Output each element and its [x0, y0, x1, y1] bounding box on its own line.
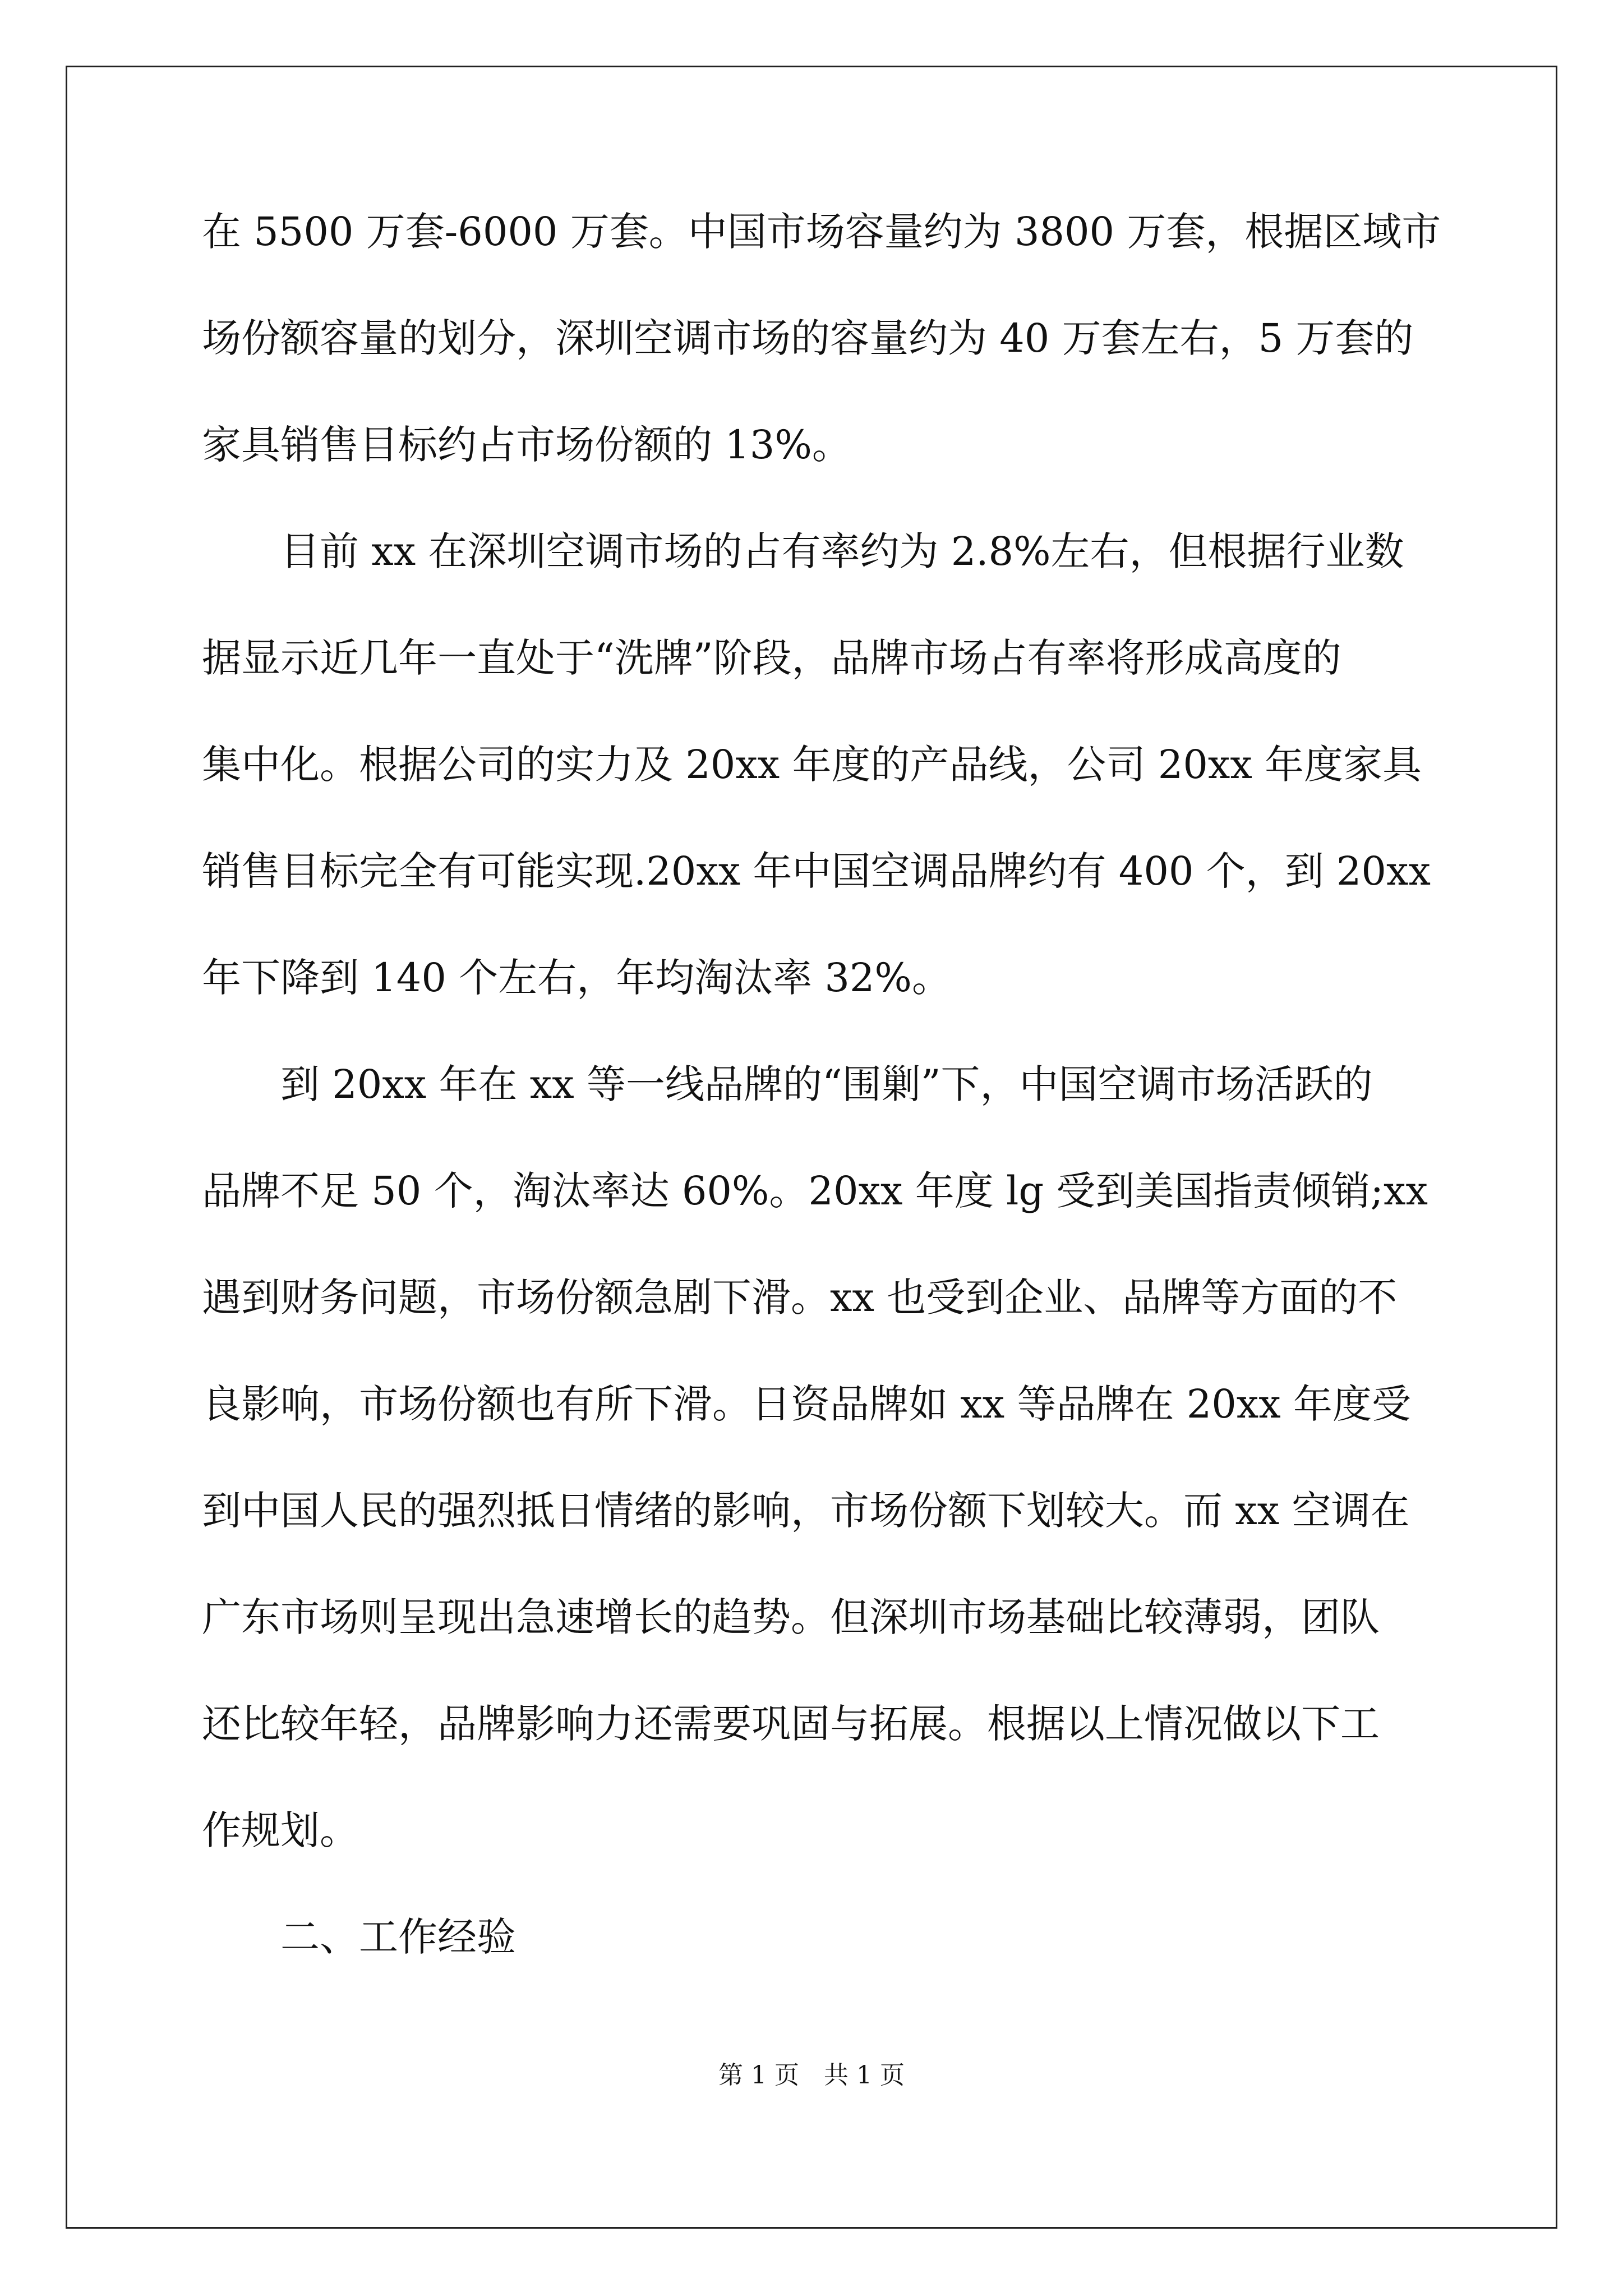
- page-number: 第 1 页: [718, 2061, 799, 2090]
- paragraph-line: 还比较年轻，品牌影响力还需要巩固与拓展。根据以上情况做以下工: [202, 1701, 1380, 1747]
- paragraph-3: [202, 1060, 1428, 1855]
- paragraph-line: 场份额容量的划分，深圳空调市场的容量约为 40 万套左右，5 万套的: [202, 315, 1414, 361]
- paragraph-line: 广东市场则呈现出急速增长的趋势。但深圳市场基础比较薄弱，团队: [202, 1594, 1380, 1640]
- paragraph-line: 年下降到 140 个左右，年均淘汰率 32%。: [202, 955, 951, 1001]
- paragraph-line: 在 5500 万套-6000 万套。中国市场容量约为 3800 万套，根据区域市: [202, 209, 1441, 255]
- paragraph-1: [202, 208, 1441, 470]
- paragraph-line: 集中化。根据公司的实力及 20xx 年度的产品线，公司 20xx 年度家具: [202, 742, 1422, 788]
- page-footer: [0, 2060, 1623, 2091]
- paragraph-line: 到中国人民的强烈抵日情绪的影响，市场份额下划较大。而 xx 空调在: [202, 1488, 1410, 1534]
- document-body: [202, 208, 1441, 1962]
- paragraph-line: 据显示近几年一直处于“洗牌”阶段，品牌市场占有率将形成高度的: [202, 635, 1341, 681]
- paragraph-line: 遇到财务问题，市场份额急剧下滑。xx 也受到企业、品牌等方面的不: [202, 1274, 1398, 1320]
- paragraph-line: 销售目标完全有可能实现.20xx 年中国空调品牌约有 400 个，到 20xx: [202, 848, 1431, 894]
- paragraph-line: 目前 xx 在深圳空调市场的占有率约为 2.8%左右，但根据行业数: [280, 528, 1404, 574]
- page-total: 共 1 页: [824, 2061, 905, 2090]
- section-heading: 二、工作经验: [280, 1914, 516, 1960]
- paragraph-line: 家具销售目标约占市场份额的 13%。: [202, 422, 851, 468]
- paragraph-line: 品牌不足 50 个，淘汰率达 60%。20xx 年度 lg 受到美国指责倾销;xx: [202, 1168, 1428, 1214]
- paragraph-line: 良影响，市场份额也有所下滑。日资品牌如 xx 等品牌在 20xx 年度受: [202, 1381, 1411, 1427]
- paragraph-line: 作规划。: [202, 1807, 359, 1853]
- paragraph-2: [202, 527, 1431, 1002]
- paragraph-line: 到 20xx 年在 xx 等一线品牌的“围剿”下，中国空调市场活跃的: [280, 1061, 1373, 1107]
